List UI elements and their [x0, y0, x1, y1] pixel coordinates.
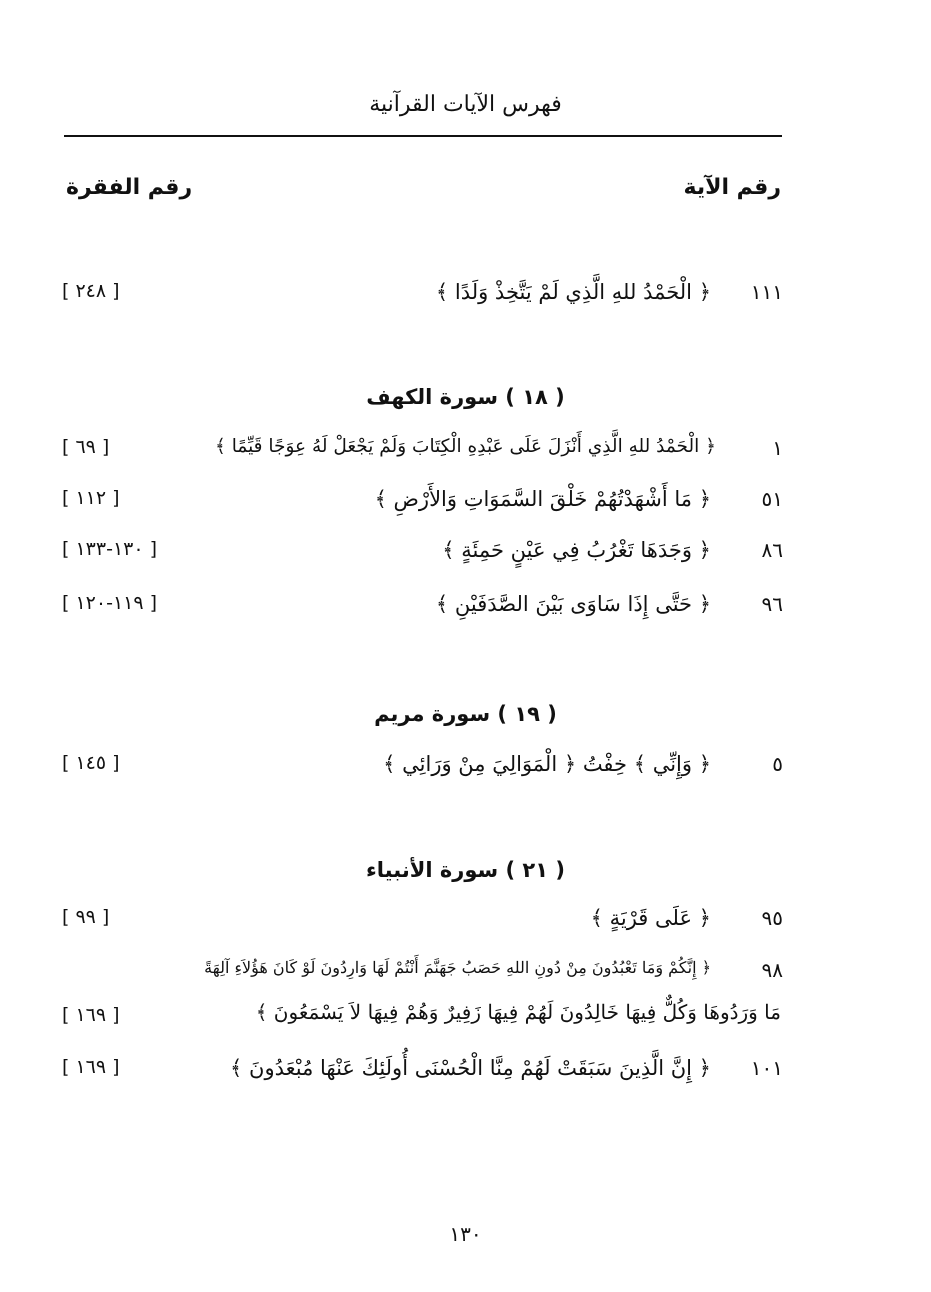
index-entry [0, 592, 931, 632]
verse-continuation: مَا وَرَدُوهَا وَكُلٌّ فِيهَا خَالِدُونَ لَهُمْ فِيهَا زَفِيرٌ وَهُمْ فِيهَا لاَ يَسْمَعُونَ ﴾ [255, 1000, 781, 1024]
ayah-number: ٩٥ [761, 906, 783, 930]
verse-text: ﴿ الْحَمْدُ للهِ الَّذِي أَنْزَلَ عَلَى عَبْدِهِ الْكِتَابَ وَلَمْ يَجْعَلْ لَهُ عِوَجًا قَيِّمًا ﴾ [215, 436, 716, 457]
index-entry [0, 1056, 931, 1096]
index-entry [0, 906, 931, 946]
paragraph-ref: [ ١٤٥ ] [62, 752, 120, 774]
verse-text: ﴿ وَإِنِّي ﴾ خِفْتُ ﴿ الْمَوَالِيَ مِنْ وَرَائِي ﴾ [383, 752, 711, 776]
index-entry [0, 487, 931, 527]
paragraph-ref: [ ١٦٩ ] [62, 1056, 120, 1078]
ayah-number: ٥ [772, 752, 783, 776]
ayah-number: ١ [772, 436, 783, 460]
index-entry [0, 538, 931, 578]
ayah-number: ٥١ [761, 487, 783, 511]
surah-heading: ( ١٨ ) سورة الكهف [366, 385, 565, 409]
column-header-ayah: رقم الآية [683, 175, 781, 200]
surah-heading: ( ١٩ ) سورة مريم [374, 702, 557, 726]
ayah-number: ٩٦ [761, 592, 783, 616]
verse-text: ﴿ إِنَّكُمْ وَمَا تَعْبُدُونَ مِنْ دُونِ اللهِ حَصَبُ جَهَنَّمَ أَنْتُمْ لَهَا وَارِدُونَ لَوْ كَانَ هَؤُلاَءِ آلِهَةً [204, 958, 711, 977]
paragraph-ref: [ ١١٢ ] [62, 487, 120, 509]
paragraph-ref: [ ٦٩ ] [62, 436, 110, 458]
header-divider [64, 135, 782, 137]
surah-heading: ( ٢١ ) سورة الأنبياء [366, 858, 565, 882]
verse-text: ﴿ حَتَّى إِذَا سَاوَى بَيْنَ الصَّدَفَيْنِ ﴾ [435, 592, 711, 616]
column-header-paragraph: رقم الفقرة [66, 175, 193, 200]
verse-text: ﴿ مَا أَشْهَدْتُهُمْ خَلْقَ السَّمَوَاتِ وَالأَرْضِ ﴾ [374, 487, 711, 511]
verse-text: ﴿ وَجَدَهَا تَغْرُبُ فِي عَيْنٍ حَمِئَةٍ ﴾ [442, 538, 711, 562]
verse-text: ﴿ عَلَى قَرْيَةٍ ﴾ [590, 906, 711, 930]
paragraph-ref: [ ١٦٩ ] [62, 1004, 120, 1026]
index-entry [0, 436, 931, 476]
page-number: ١٣٠ [449, 1222, 482, 1246]
ayah-number: ٨٦ [761, 538, 783, 562]
page-title: فهرس الآيات القرآنية [369, 92, 562, 117]
verse-text: ﴿ إِنَّ الَّذِينَ سَبَقَتْ لَهُمْ مِنَّا الْحُسْنَى أُولَئِكَ عَنْهَا مُبْعَدُونَ ﴾ [230, 1056, 711, 1080]
ayah-number: ١٠١ [750, 1056, 783, 1080]
index-entry [0, 958, 931, 1038]
index-entry [0, 752, 931, 792]
paragraph-ref: [ ١٣٠-١٣٣ ] [62, 538, 158, 560]
ayah-number: ١١١ [750, 280, 783, 304]
verse-text: ﴿ الْحَمْدُ للهِ الَّذِي لَمْ يَتَّخِذْ وَلَدًا ﴾ [435, 280, 711, 304]
ayah-number: ٩٨ [761, 958, 783, 982]
paragraph-ref: [ ٢٤٨ ] [62, 280, 120, 302]
paragraph-ref: [ ١١٩-١٢٠ ] [62, 592, 158, 614]
paragraph-ref: [ ٩٩ ] [62, 906, 110, 928]
index-entry [0, 280, 931, 320]
